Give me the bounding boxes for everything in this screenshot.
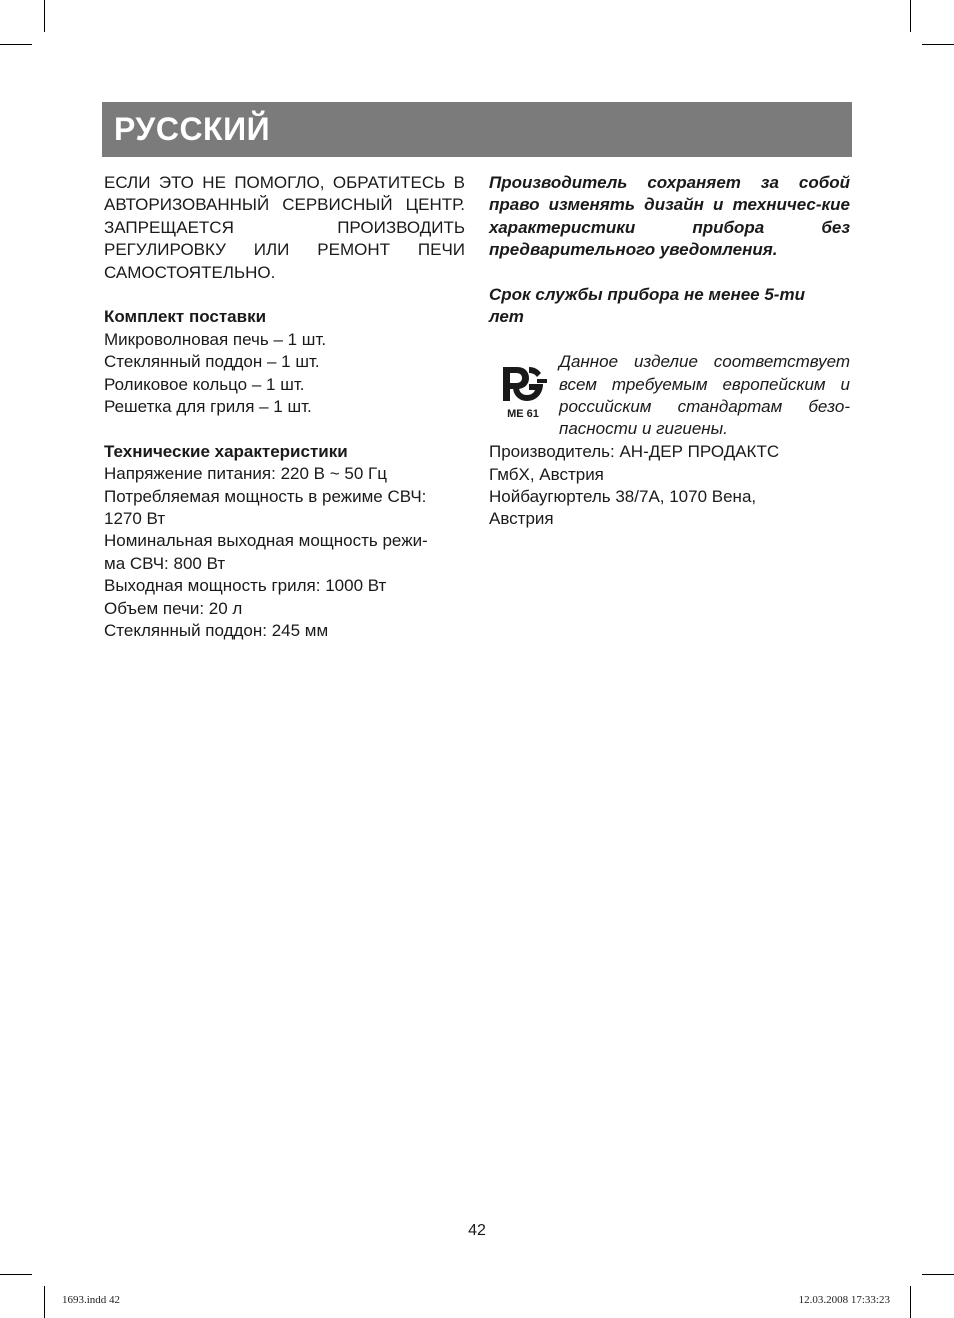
spec-line: 1270 Вт [104,509,166,529]
producer-line: Австрия [489,509,554,529]
kit-list [104,329,465,419]
left-column [104,172,465,643]
page-number: 42 [468,1222,486,1239]
service-warning: ЕСЛИ ЭТО НЕ ПОМОГЛО, ОБРАТИТЕСЬ В АВТОРИЗОВАННЫЙ СЕРВИСНЫЙ ЦЕНТР. ЗАПРЕЩАЕТСЯ ПРОИЗВОДИТЬ РЕГУЛИРОВКУ ИЛИ РЕМОНТ ПЕЧИ САМОСТОЯТЕЛЬНО. [104,173,465,282]
producer-line: Нойбаугюртель 38/7А, 1070 Вена, [489,487,757,507]
spec-line: Объем печи: 20 л [104,598,243,618]
producer-info [489,441,850,531]
spec-line: Напряжение питания: 220 В ~ 50 Гц [104,464,387,484]
language-title: РУССКИЙ [114,111,271,147]
crop-mark [910,0,911,32]
crop-mark [44,0,45,32]
kit-item: Решетка для гриля – 1 шт. [104,397,312,417]
cert-code: МЕ 61 [507,408,539,421]
crop-mark [910,1286,911,1318]
right-column [489,172,850,531]
spec-line: Номинальная выходная мощность режи- [104,531,428,551]
certification-text: Данное изделие соответствует всем требуемым европейским и российским стандартам безо-пасности и гигиены. [559,352,850,439]
spec-line: Потребляемая мощность в режиме СВЧ: [104,486,427,506]
specs-list [104,463,465,642]
specs-heading: Технические характеристики [104,441,348,461]
manufacturer-note: Производитель сохраняет за собой право изменять дизайн и техничес-кие характеристики прибора без предварительного уведомления. [489,173,850,260]
kit-item: Роликовое кольцо – 1 шт. [104,374,305,394]
crop-mark [922,44,954,45]
service-life-line: Срок службы прибора не менее 5-ти [489,285,805,305]
slug-file-info: 1693.indd 42 [62,1294,121,1306]
spec-line: Выходная мощность гриля: 1000 Вт [104,576,387,596]
crop-mark [44,1286,45,1318]
producer-line: Производитель: АН-ДЕР ПРОДАКТС [489,442,780,462]
kit-heading: Комплект поставки [104,307,267,327]
slug-date-info: 12.03.2008 17:33:23 [798,1294,890,1306]
crop-mark [0,1274,32,1275]
rst-certification-mark-icon [497,361,549,421]
crop-mark [922,1274,954,1275]
certification-block [489,351,850,441]
spec-line: Стеклянный поддон: 245 мм [104,621,329,641]
producer-line: ГмбХ, Австрия [489,464,604,484]
kit-item: Микроволновая печь – 1 шт. [104,329,327,349]
spec-line: ма СВЧ: 800 Вт [104,553,226,573]
crop-mark [0,44,32,45]
service-life [489,284,850,329]
language-header-bar [102,102,852,157]
kit-item: Стеклянный поддон – 1 шт. [104,352,320,372]
service-life-line: лет [489,307,524,327]
